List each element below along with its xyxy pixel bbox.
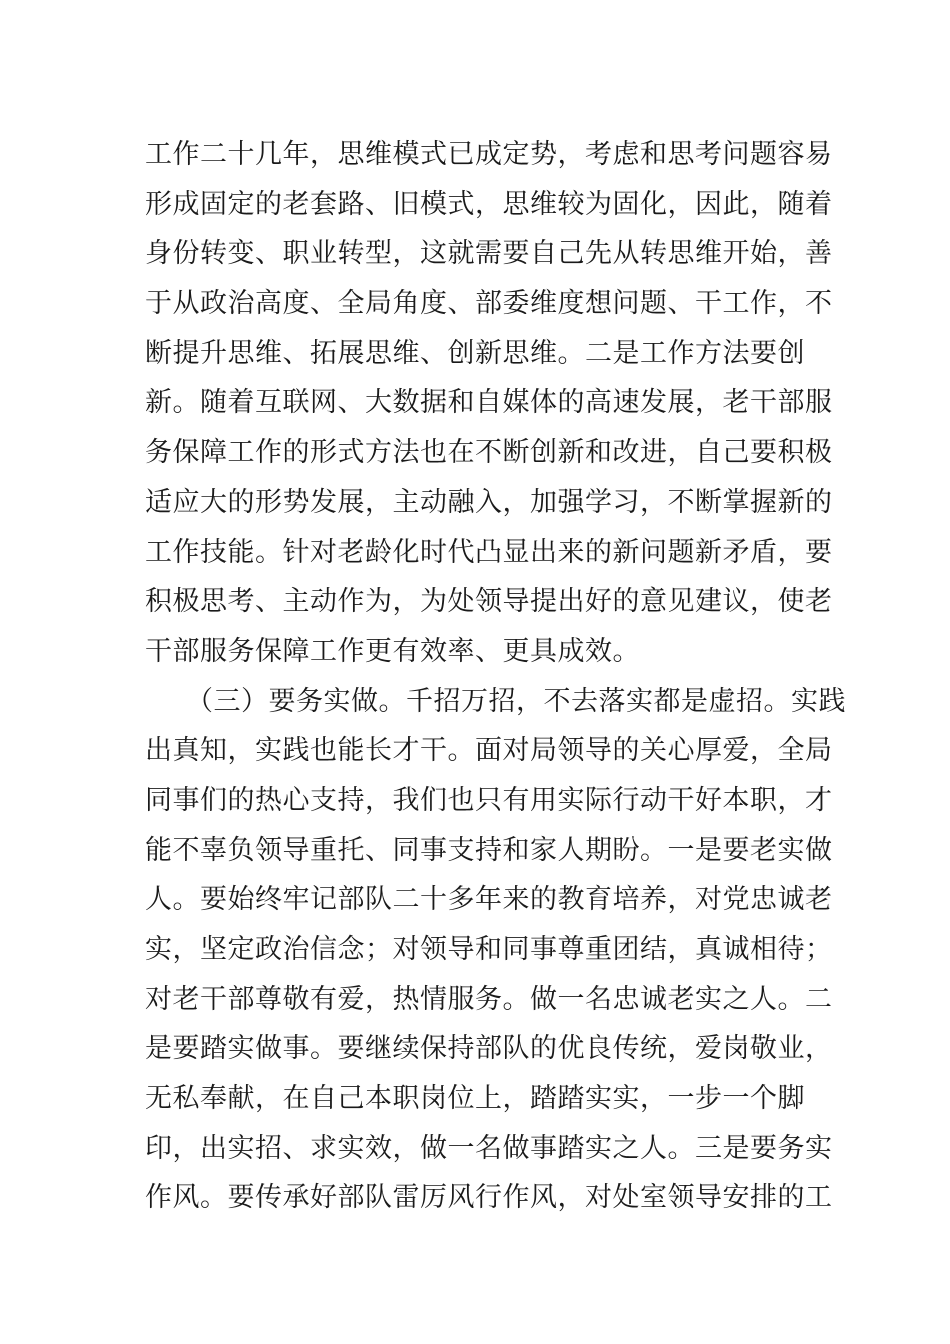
text-line: 出真知，实践也能长才干。面对局领导的关心厚爱，全局 <box>145 735 833 767</box>
text-line: 是要踏实做事。要继续保持部队的优良传统，爱岗敬业， <box>145 1033 833 1065</box>
text-line: 积极思考、主动作为，为处领导提出好的意见建议，使老 <box>145 586 833 618</box>
text-line: 工作技能。针对老龄化时代凸显出来的新问题新矛盾，要 <box>145 536 833 568</box>
text-line: 对老干部尊敬有爱，热情服务。做一名忠诚老实之人。二 <box>145 983 833 1015</box>
text-line: 印，出实招、求实效，做一名做事踏实之人。三是要务实 <box>145 1132 833 1164</box>
text-line: 无私奉献，在自己本职岗位上，踏踏实实，一步一个脚 <box>145 1083 805 1115</box>
text-line: 于从政治高度、全局角度、部委维度想问题、干工作，不 <box>145 288 833 320</box>
text-line: 干部服务保障工作更有效率、更具成效。 <box>145 635 640 667</box>
section-heading-line: （三）要务实做。千招万招，不去落实都是虚招。实践 <box>186 685 846 717</box>
text-line: 形成固定的老套路、旧模式，思维较为固化，因此，随着 <box>145 188 833 220</box>
text-line: 务保障工作的形式方法也在不断创新和改进，自己要积极 <box>145 437 833 469</box>
text-line: 新。随着互联网、大数据和自媒体的高速发展，老干部服 <box>145 387 833 419</box>
text-line: 能不辜负领导重托、同事支持和家人期盼。一是要老实做 <box>145 834 833 866</box>
text-line: 作风。要传承好部队雷厉风行作风，对处室领导安排的工 <box>145 1182 833 1214</box>
text-line: 适应大的形势发展，主动融入，加强学习，不断掌握新的 <box>145 486 833 518</box>
text-line: 人。要始终牢记部队二十多年来的教育培养，对党忠诚老 <box>145 884 833 916</box>
text-line: 断提升思维、拓展思维、创新思维。二是工作方法要创 <box>145 337 805 369</box>
text-line: 同事们的热心支持，我们也只有用实际行动干好本职，才 <box>145 784 833 816</box>
body-text <box>145 130 846 1223</box>
text-line: 身份转变、职业转型，这就需要自己先从转思维开始，善 <box>145 238 833 270</box>
text-line: 实，坚定政治信念；对领导和同事尊重团结，真诚相待； <box>145 934 833 965</box>
text-line: 工作二十几年，思维模式已成定势，考虑和思考问题容易 <box>145 139 833 170</box>
